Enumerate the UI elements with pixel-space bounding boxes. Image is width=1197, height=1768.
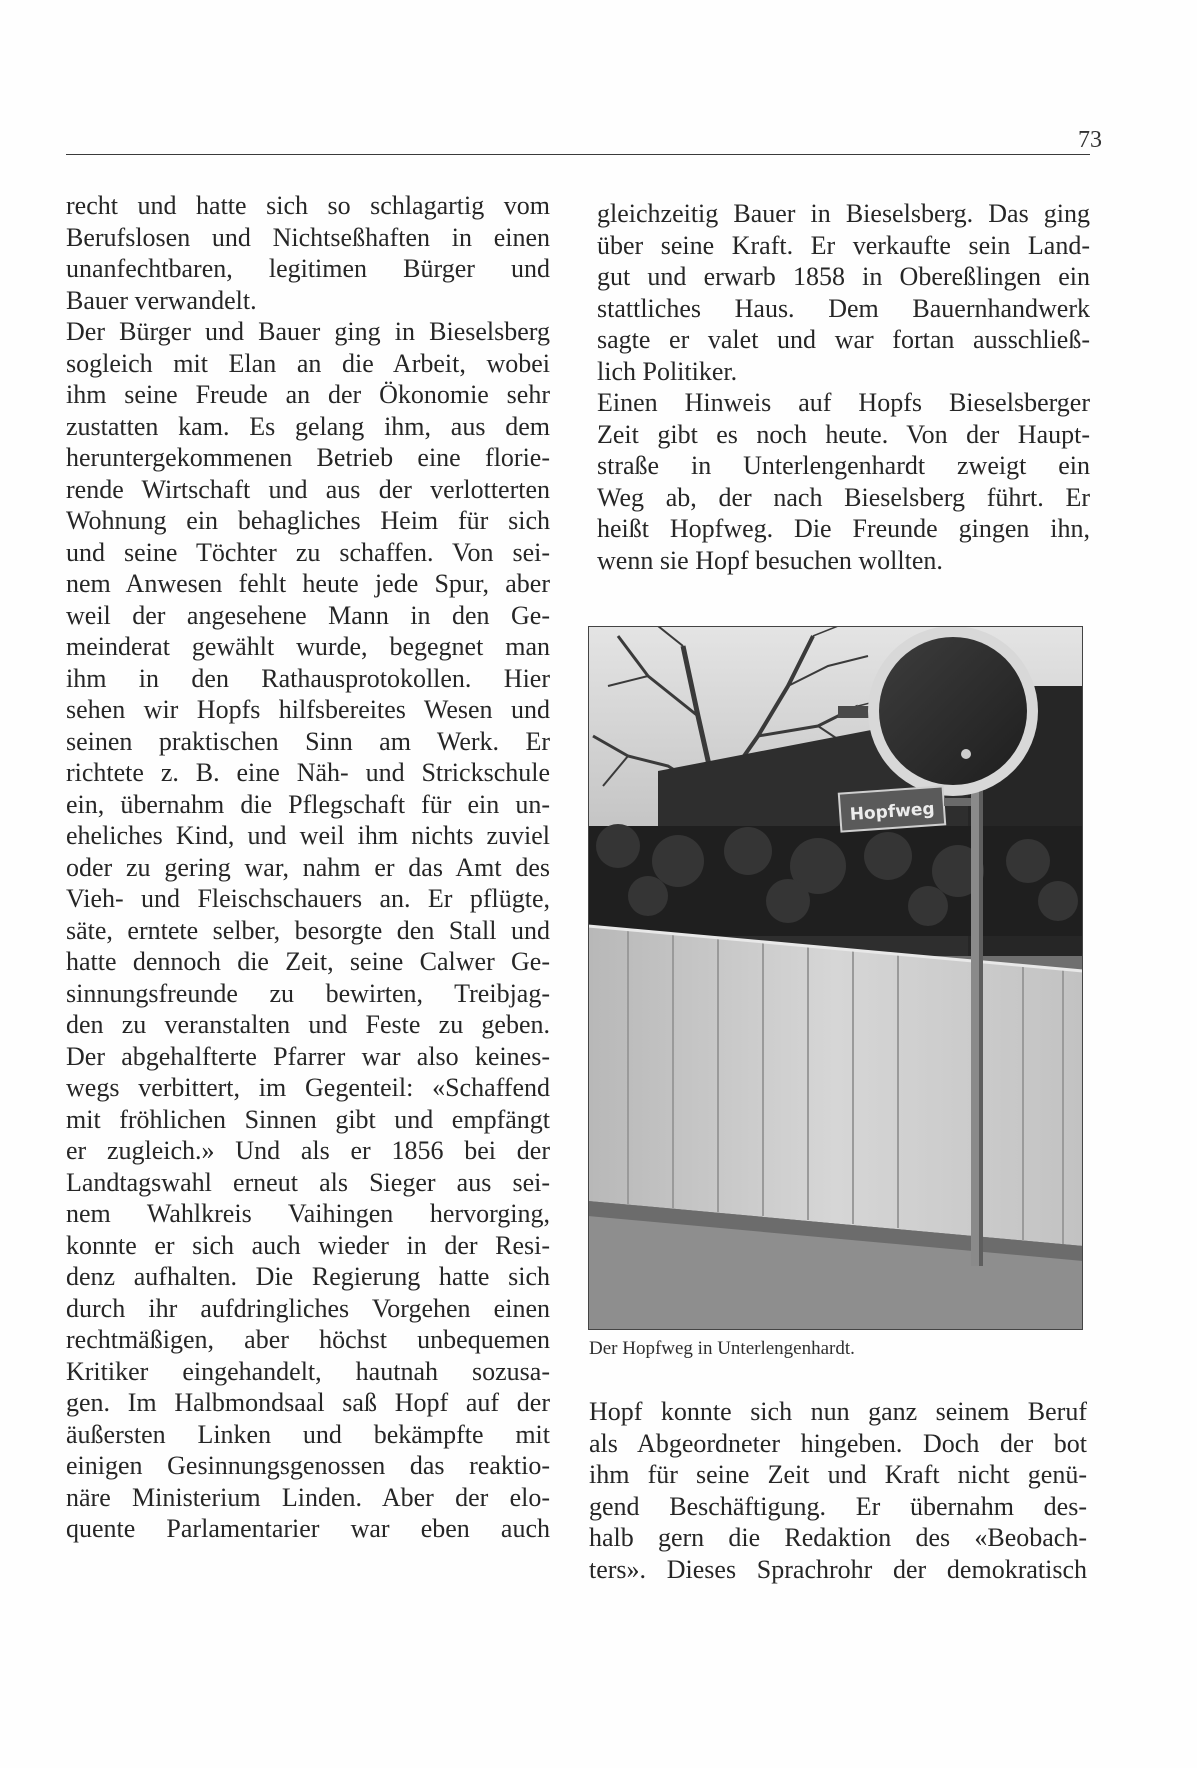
header-rule [66,154,1090,155]
text-line: Der Bürger und Bauer ging in Bieselsberg [66,317,550,346]
text-line: halb gern die Redaktion des «Beobach- [589,1523,1087,1552]
text-line: den zu veranstalten und Feste zu geben. [66,1010,550,1039]
text-line: konnte er sich auch wieder in der Resi- [66,1230,550,1260]
text-line: näre Ministerium Linden. Aber der elo- [66,1482,550,1512]
text-line: über seine Kraft. Er verkaufte sein Land- [597,230,1090,260]
text-line: heruntergekommenen Betrieb eine florie- [66,443,550,472]
text-line: rechtmäßigen, aber höchst unbequemen [66,1325,550,1354]
photo-caption: Der Hopfweg in Unterlengenhardt. [589,1338,855,1359]
plate-bracket [944,798,971,806]
text-line: rende Wirtschaft und aus der verlotterten [66,474,550,504]
text-line: ein, übernahm die Pflegschaft für ein un- [66,789,550,819]
text-line: weil der angesehene Mann in den Ge- [66,600,550,630]
text-line: gen. Im Halbmondsaal saß Hopf auf der [66,1388,550,1417]
text-line: heißt Hopfweg. Die Freunde gingen ihn, [597,514,1090,543]
text-line: stattliches Haus. Dem Bauernhandwerk [597,293,1090,323]
text-line: Zeit gibt es noch heute. Von der Haupt- [597,419,1090,449]
text-line: unanfechtbaren, legitimen Bürger und [66,254,550,283]
text-line: wegs verbittert, im Gegenteil: «Schaffend [66,1073,550,1102]
text-line: gend Beschäftigung. Er übernahm des- [589,1491,1087,1521]
text-line: mit fröhlichen Sinnen gibt und empfängt [66,1104,550,1134]
text-line: Kritiker eingehandelt, hautnah sozusa- [66,1356,550,1386]
traffic-sign-bolt [961,749,971,759]
text-line: Wohnung ein behagliches Heim für sich [66,506,550,535]
text-line: ihm in den Rathausprotokollen. Hier [66,663,550,693]
text-line: hatte dennoch die Zeit, seine Calwer Ge- [66,947,550,976]
text-line: richtete z. B. eine Näh- und Strickschule [66,758,550,787]
text-line: ihm für seine Zeit und Kraft nicht genü- [589,1460,1087,1489]
text-line: sehen wir Hopfs hilfsbereites Wesen und [66,695,550,724]
text-line: recht und hatte sich so schlagartig vom [66,191,550,220]
text-line: sinnungsfreunde zu bewirten, Treibjag- [66,978,550,1008]
right-column-bottom-text [589,1396,1087,1585]
text-line: äußersten Linken und bekämpfte mit [66,1419,550,1449]
sign-pole-shadow [979,766,983,1266]
text-line: als Abgeordneter hingeben. Doch der bot [589,1428,1087,1458]
text-line: meinderat gewählt wurde, begegnet man [66,632,550,661]
text-line: einigen Gesinnungsgenossen das reaktio- [66,1451,550,1480]
text-line: ters». Dieses Sprachrohr der demokratisch [589,1554,1087,1584]
street-sign-photo [588,626,1083,1330]
text-line: Weg ab, der nach Bieselsberg führt. Er [597,482,1090,512]
text-line: Berufslosen und Nichtseßhaften in einen [66,222,550,252]
text-line: Vieh- und Fleischschauers an. Er pflügte, [66,884,550,913]
text-line: oder zu gering war, nahm er das Amt des [66,852,550,882]
text-line: säte, erntete selber, besorgte den Stall und [66,915,550,945]
text-line: seinen praktischen Sinn am Werk. Er [66,726,550,756]
left-column-text [66,190,550,1545]
text-line: straße in Unterlengenhardt zweigt ein [597,451,1090,480]
text-line: wenn sie Hopf besuchen wollten. [597,545,943,575]
text-line: nem Anwesen fehlt heute jede Spur, aber [66,569,550,598]
text-line: durch ihr aufdringliches Vorgehen einen [66,1293,550,1323]
text-line: quente Parlamentarier war eben auch [66,1514,550,1543]
text-line: und seine Töchter zu schaffen. Von sei- [66,537,550,567]
text-line: eheliches Kind, und weil ihm nichts zuviel [66,821,550,850]
right-column-top-text [597,198,1090,576]
text-line: sagte er valet und war fortan ausschließ- [597,325,1090,354]
text-line: er zugleich.» Und als er 1856 bei der [66,1136,550,1165]
text-line: lich Politiker. [597,356,738,386]
text-line: zustatten kam. Es gelang ihm, aus dem [66,411,550,441]
concrete-wall [588,926,1083,1246]
text-line: gleichzeitig Bauer in Bieselsberg. Das ging [597,199,1090,228]
page-number: 73 [1078,127,1102,153]
text-line: Bauer verwandelt. [66,285,257,315]
text-line: sogleich mit Elan an die Arbeit, wobei [66,348,550,378]
text-line: nem Wahlkreis Vaihingen hervorging, [66,1199,550,1228]
traffic-sign-face [879,637,1027,785]
text-line: Der abgehalfterte Pfarrer war also keines- [66,1041,550,1071]
text-line: Einen Hinweis auf Hopfs Bieselsberger [597,388,1090,417]
text-line: ihm seine Freude an der Ökonomie sehr [66,380,550,409]
text-line: Landtagswahl erneut als Sieger aus sei- [66,1167,550,1197]
text-line: gut und erwarb 1858 in Obereßlingen ein [597,262,1090,291]
text-line: Hopf konnte sich nun ganz seinem Beruf [589,1397,1087,1426]
street-sign-label: Hopfweg [849,799,936,825]
text-line: denz aufhalten. Die Regierung hatte sich [66,1262,550,1291]
